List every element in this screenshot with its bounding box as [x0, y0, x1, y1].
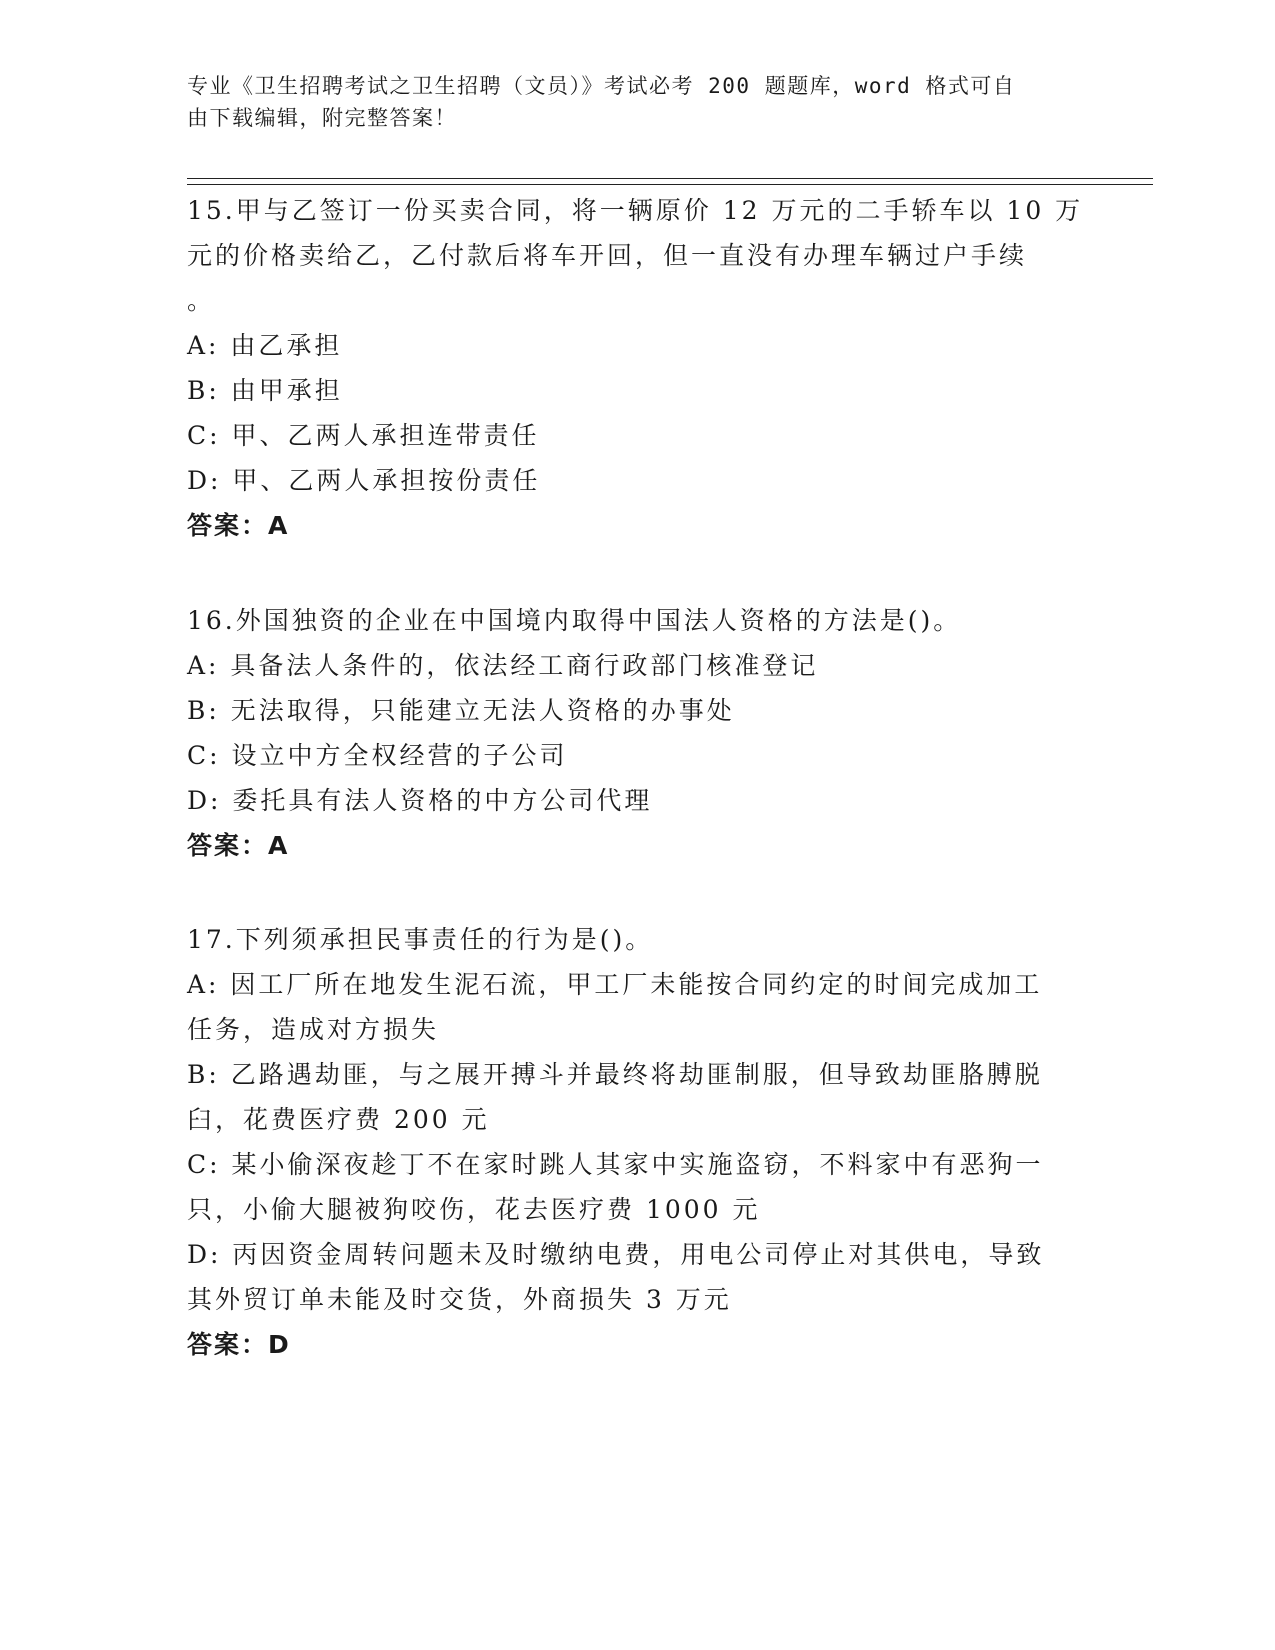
option-d: D: 甲、乙两人承担按份责任: [187, 466, 541, 495]
question-stem-line: 16.外国独资的企业在中国境内取得中国法人资格的方法是()。: [187, 606, 962, 635]
header-line-1: 专业《卫生招聘考试之卫生招聘（文员）》考试必考 200 题题库，word 格式可自: [187, 74, 1016, 98]
option-a: A: 因工厂所在地发生泥石流，甲工厂未能按合同约定的时间完成加工: [187, 970, 1043, 999]
question-17: [187, 917, 1067, 1367]
option-b-continued: 臼，花费医疗费 200 元: [187, 1105, 490, 1134]
header-divider-bottom: [187, 184, 1153, 185]
question-15: [187, 188, 1084, 548]
option-a: A: 具备法人条件的，依法经工商行政部门核准登记: [187, 651, 819, 680]
option-d-continued: 其外贸订单未能及时交货，外商损失 3 万元: [187, 1285, 732, 1314]
document-header: [187, 70, 1067, 134]
option-d: D: 丙因资金周转问题未及时缴纳电费，用电公司停止对其供电，导致: [187, 1240, 1045, 1269]
option-b: B: 乙路遇劫匪，与之展开搏斗并最终将劫匪制服，但导致劫匪胳膊脱: [187, 1060, 1043, 1089]
question-16: [187, 598, 1067, 868]
option-c-continued: 只，小偷大腿被狗咬伤，花去医疗费 1000 元: [187, 1195, 761, 1224]
option-c: C: 甲、乙两人承担连带责任: [187, 421, 540, 450]
answer-label: 答案：D: [187, 1330, 291, 1359]
question-stem-line: 15.甲与乙签订一份买卖合同，将一辆原价 12 万元的二手轿车以 10 万: [187, 196, 1084, 225]
answer-label: 答案：A: [187, 831, 290, 860]
option-c: C: 设立中方全权经营的子公司: [187, 741, 568, 770]
header-divider-top: [187, 178, 1153, 179]
option-c: C: 某小偷深夜趁丁不在家时跳人其家中实施盗窃，不料家中有恶狗一: [187, 1150, 1044, 1179]
option-b: B: 由甲承担: [187, 376, 343, 405]
question-stem-line: 元的价格卖给乙，乙付款后将车开回，但一直没有办理车辆过户手续: [187, 241, 1028, 270]
answer-label: 答案：A: [187, 511, 290, 540]
option-a-continued: 任务，造成对方损失: [187, 1015, 440, 1044]
question-stem-line: 17.下列须承担民事责任的行为是()。: [187, 925, 654, 954]
option-b: B: 无法取得，只能建立无法人资格的办事处: [187, 696, 735, 725]
option-d: D: 委托具有法人资格的中方公司代理: [187, 786, 653, 815]
question-stem-line: 。: [187, 286, 216, 315]
header-line-2: 由下载编辑，附完整答案！: [187, 106, 457, 130]
option-a: A: 由乙承担: [187, 331, 343, 360]
